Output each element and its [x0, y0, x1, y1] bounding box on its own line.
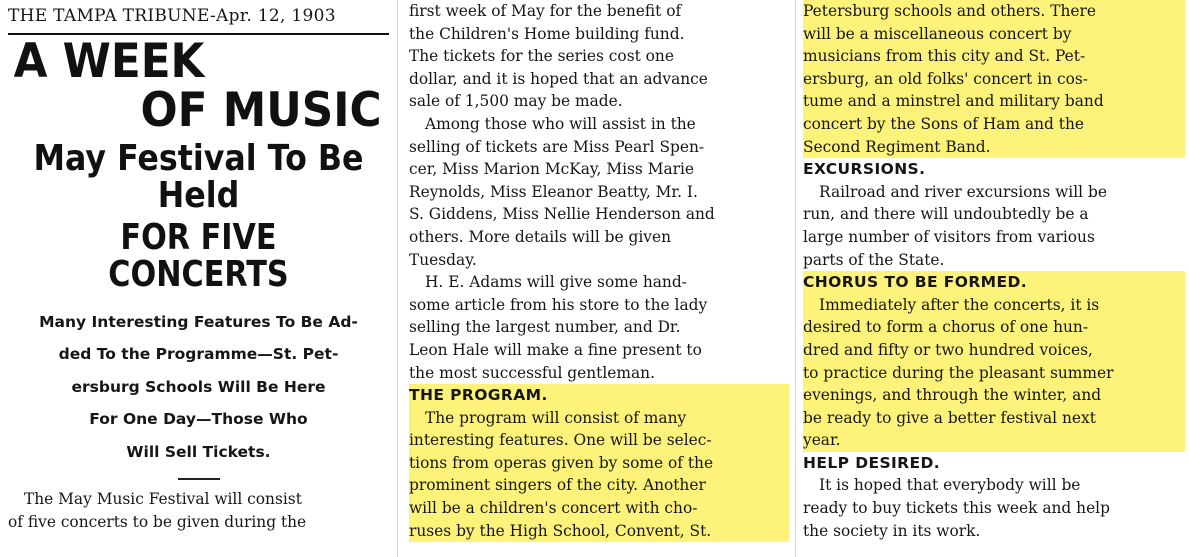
- text-line: parts of the State.: [803, 250, 945, 269]
- text-line: the society in its work.: [803, 521, 981, 540]
- paragraph-concerts: [803, 0, 1185, 158]
- headline-line-1: A WEEK: [13, 34, 205, 89]
- text-line: will be a miscellaneous concert by: [803, 24, 1072, 43]
- highlighted-section-program: [409, 384, 789, 542]
- text-line: The May Music Festival will consist: [24, 490, 302, 508]
- subheading-chorus: CHORUS TO BE FORMED.: [803, 273, 1028, 292]
- text-line: sale of 1,500 may be made.: [409, 92, 623, 111]
- text-line: year.: [803, 431, 841, 450]
- text-line: cer, Miss Marion McKay, Miss Marie: [409, 160, 695, 179]
- paragraph-chorus: [803, 294, 1185, 452]
- text-line: first week of May for the benefit of: [409, 2, 682, 20]
- text-line: evenings, and through the winter, and: [803, 386, 1102, 405]
- text-line: Reynolds, Miss Eleanor Beatty, Mr. I.: [409, 182, 698, 201]
- subheadline-deck: [8, 306, 389, 469]
- text-line: be ready to give a better festival next: [803, 408, 1096, 427]
- masthead: THE TAMPA TRIBUNE-Apr. 12, 1903: [8, 6, 336, 26]
- text-line: ready to buy tickets this week and help: [803, 499, 1110, 518]
- paragraph-help: [803, 474, 1185, 542]
- column-3: [797, 0, 1189, 557]
- text-line: dollar, and it is hoped that an advance: [409, 69, 708, 88]
- text-line: interesting features. One will be selec-: [409, 431, 712, 450]
- text-line: tions from operas given by some of the: [409, 453, 714, 472]
- deck-line: Many Interesting Features To Be Ad-: [39, 312, 358, 331]
- text-line: to practice during the pleasant summer: [803, 363, 1114, 382]
- text-line: Among those who will assist in the: [425, 114, 696, 133]
- text-line: Immediately after the concerts, it is: [819, 295, 1100, 314]
- text-line: Tuesday.: [409, 250, 477, 269]
- highlighted-section-concerts: [803, 0, 1185, 158]
- headline-line-3: May Festival To Be: [33, 137, 364, 179]
- deck-line: ded To the Programme—St. Pet-: [58, 345, 339, 363]
- text-line: large number of visitors from various: [803, 227, 1095, 246]
- column-1: [0, 0, 398, 557]
- deck-line: Will Sell Tickets.: [126, 442, 271, 461]
- text-line: selling the largest number, and Dr.: [409, 318, 681, 337]
- headline-line-5: FOR FIVE CONCERTS: [108, 216, 289, 296]
- deck-line: ersburg Schools Will Be Here: [71, 377, 326, 396]
- paragraph-program: [409, 407, 789, 543]
- text-line: Railroad and river excursions will be: [819, 182, 1107, 201]
- text-line: the most successful gentleman.: [409, 363, 655, 382]
- text-line: the Children's Home building fund.: [409, 24, 685, 43]
- text-line: prominent singers of the city. Another: [409, 476, 706, 495]
- subheading-excursions: EXCURSIONS.: [803, 160, 926, 179]
- text-line: concert by the Sons of Ham and the: [803, 114, 1084, 133]
- text-line: run, and there will undoubtedly be a: [803, 205, 1089, 224]
- text-line: dred and fifty or two hundred voices,: [803, 340, 1093, 359]
- paragraph-sellers: [409, 113, 789, 271]
- subheading-program: THE PROGRAM.: [409, 386, 548, 405]
- text-line: will be a children's concert with cho-: [409, 499, 698, 518]
- text-line: ruses by the High School, Convent, St.: [409, 521, 712, 540]
- deck-line: For One Day—Those Who: [89, 410, 308, 428]
- text-line: some article from his store to the lady: [409, 295, 708, 314]
- text-line: desired to form a chorus of one hun-: [803, 318, 1089, 337]
- text-line: others. More details will be given: [409, 227, 672, 246]
- text-line: of five concerts to be given during the: [8, 512, 307, 531]
- headline-line-2: OF MUSIC: [140, 82, 382, 138]
- text-line: Leon Hale will make a fine present to: [409, 340, 702, 359]
- subheading-help: HELP DESIRED.: [803, 453, 941, 472]
- text-line: selling of tickets are Miss Pearl Spen-: [409, 137, 705, 156]
- highlighted-section-chorus: [803, 271, 1185, 452]
- text-line: It is hoped that everybody will be: [819, 476, 1081, 495]
- article-opening-paragraph: [8, 488, 389, 533]
- text-line: The program will consist of many: [425, 408, 687, 427]
- text-line: musicians from this city and St. Pet-: [803, 47, 1086, 66]
- text-line: Petersburg schools and others. There: [803, 2, 1096, 20]
- text-line: ersburg, an old folks' concert in cos-: [803, 69, 1088, 88]
- headline-line-4: Held: [157, 175, 240, 217]
- column-2: [399, 0, 796, 557]
- paragraph-prizes: [409, 271, 789, 384]
- paragraph-tickets: [409, 0, 789, 113]
- section-divider: [178, 478, 220, 480]
- text-line: The tickets for the series cost one: [409, 47, 674, 66]
- text-line: S. Giddens, Miss Nellie Henderson and: [409, 205, 715, 224]
- paragraph-excursions: [803, 181, 1185, 271]
- text-line: tume and a minstrel and military band: [803, 92, 1104, 111]
- text-line: H. E. Adams will give some hand-: [425, 273, 687, 292]
- text-line: Second Regiment Band.: [803, 137, 991, 156]
